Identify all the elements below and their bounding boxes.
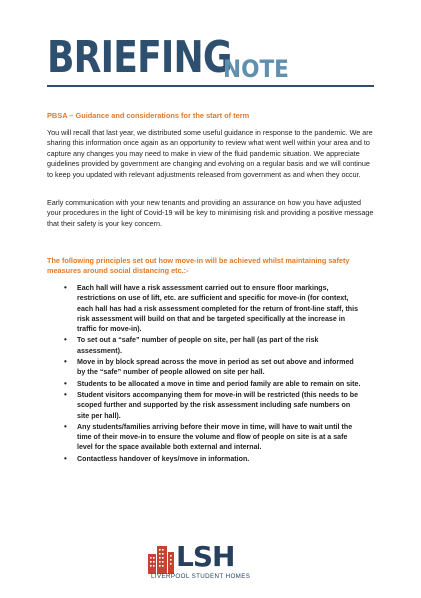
title-briefing: BRIEFING — [47, 32, 232, 83]
list-item: • Any students/families arriving before their move in time, will have to wait until the time of their move-in to ensure the volume and flow of people on site is at a safe level for the space available both external and internal. — [63, 422, 363, 453]
logo-tagline: LIVERPOOL STUDENT HOMES — [151, 573, 251, 580]
list-item: • Students to be allocated a move in time and period family are able to remain on site. — [63, 379, 363, 389]
list-item: • To set out a “safe” number of people on site, per hall (as part of the risk assessment). — [63, 335, 363, 356]
list-item: • Each hall will have a risk assessment carried out to ensure floor markings, restrictions on use of lift, etc. are sufficient and specific for move-in (for context, each hall has had a risk assessment completed for the return of front-line staff, this risk assessment will build on that and be targeted specifically at the increase in traffic for move-in). — [63, 283, 363, 334]
intro-paragraph: You will recall that last year, we distributed some useful guidance in response to the pandemic. We are sharing this information once again as an opportunity to review what went well within your area and to capture any changes you may need to make in view of the fluid pandemic situation. We appreciate guidelines provided by government are changing and evolving on a regular basis and we will continue to keep you updated with relevant adjustments released from government as and when they occur. — [47, 128, 373, 179]
building-icon — [147, 544, 175, 574]
list-item: • Student visitors accompanying them for move-in will be restricted (this needs to be scoped further and supported by the risk assessment including safe numbers on site per hall). — [63, 390, 363, 421]
lsh-logo — [147, 542, 277, 582]
section-title: PBSA – Guidance and considerations for the start of term — [47, 111, 250, 120]
header-divider — [47, 85, 374, 87]
principles-heading: The following principles set out how move-in will be achieved whilst maintaining safety measures around social distancing etc.:- — [47, 256, 350, 276]
title-note: NOTE — [223, 55, 289, 83]
logo-wordmark: LSH — [176, 540, 235, 573]
communication-paragraph: Early communication with your new tenants and providing an assurance on how you have adjusted your procedures in the light of Covid-19 will be key to minimising risk and providing a positive message that their safety is your key concern. — [47, 198, 374, 228]
list-item: • Move in by block spread across the move in period as set out above and informed by the “safe” number of people allowed on site per hall. — [63, 357, 363, 378]
list-item: • Contactless handover of keys/move in information. — [63, 454, 363, 464]
principles-list — [63, 283, 363, 465]
